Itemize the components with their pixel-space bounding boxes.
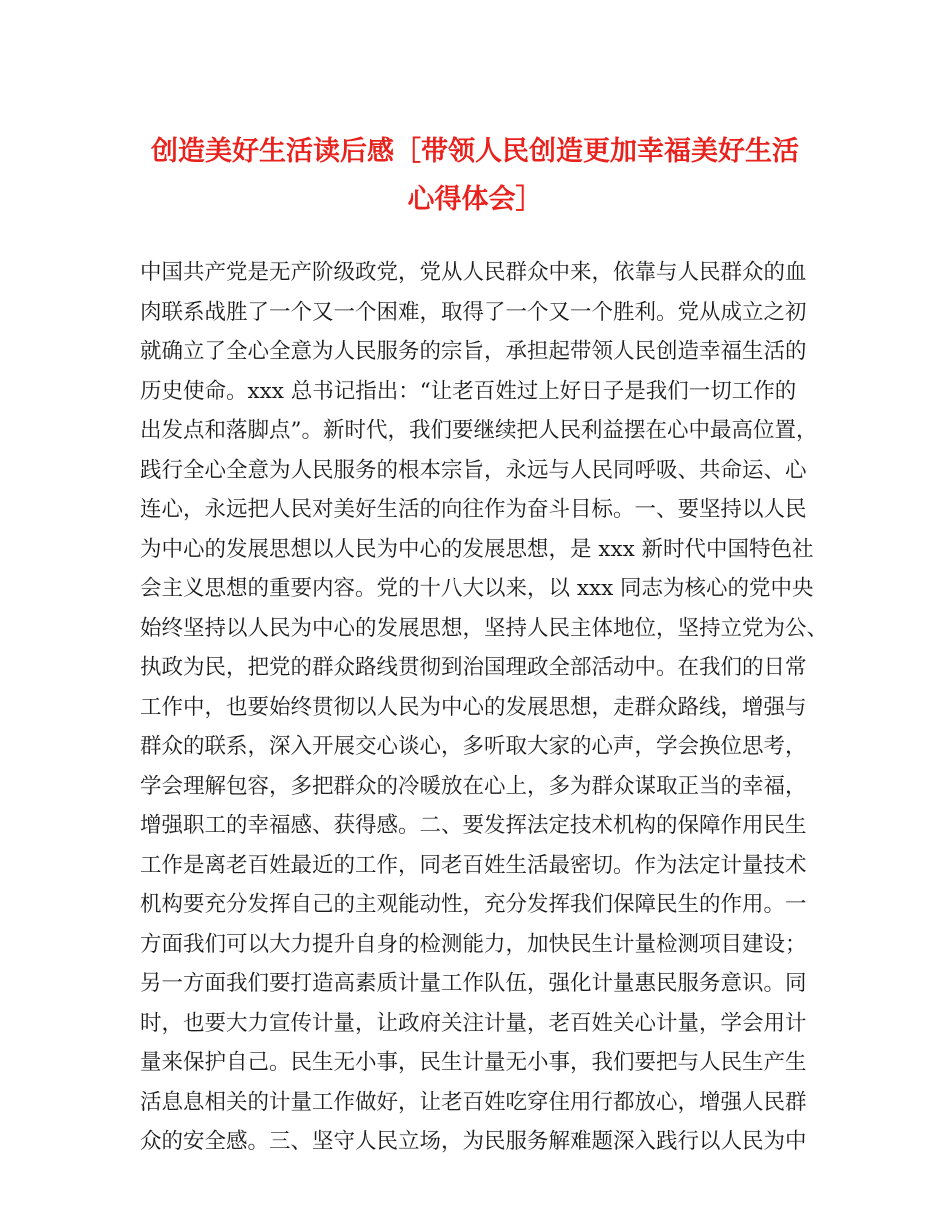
body-line: 工作是离老百姓最近的工作，同老百姓生活最密切。作为法定计量技术 bbox=[140, 852, 807, 878]
body-line: 活息息相关的计量工作做好，让老百姓吃穿住用行都放心，增强人民群 bbox=[140, 1089, 807, 1115]
body-line: 历史使命。xxx 总书记指出：“让老百姓过上好日子是我们一切工作的 bbox=[140, 378, 797, 404]
document-title bbox=[120, 128, 830, 224]
body-paragraph bbox=[140, 253, 830, 1162]
body-line: 时，也要大力宣传计量，让政府关注计量，老百姓关心计量，学会用计 bbox=[140, 1010, 807, 1036]
body-line: 学会理解包容，多把群众的冷暖放在心上，多为群众谋取正当的幸福， bbox=[140, 773, 807, 799]
body-line: 工作中，也要始终贯彻以人民为中心的发展思想，走群众路线，增强与 bbox=[140, 694, 807, 720]
body-line: 始终坚持以人民为中心的发展思想，坚持人民主体地位，坚持立党为公、 bbox=[140, 615, 829, 641]
body-line: 机构要充分发挥自己的主观能动性，充分发挥我们保障民生的作用。一 bbox=[140, 892, 807, 917]
body-line: 执政为民，把党的群众路线贯彻到治国理政全部活动中。在我们的日常 bbox=[140, 655, 807, 680]
body-line: 连心，永远把人民对美好生活的向往作为奋斗目标。一、要坚持以人民 bbox=[140, 497, 807, 522]
title-line-1: 创造美好生活读后感［带领人民创造更加幸福美好生活 bbox=[151, 136, 799, 167]
body-line: 方面我们可以大力提升自身的检测能力，加快民生计量检测项目建设； bbox=[140, 931, 807, 957]
body-line: 中国共产党是无产阶级政党，党从人民群众中来，依靠与人民群众的血 bbox=[140, 260, 807, 285]
body-line: 群众的联系，深入开展交心谈心，多听取大家的心声，学会换位思考， bbox=[140, 734, 807, 759]
body-line: 量来保护自己。民生无小事，民生计量无小事，我们要把与人民生产生 bbox=[140, 1050, 807, 1075]
body-line: 出发点和落脚点”。新时代，我们要继续把人民利益摆在心中最高位置， bbox=[140, 418, 818, 443]
body-line: 增强职工的幸福感、获得感。二、要发挥法定技术机构的保障作用民生 bbox=[140, 813, 807, 838]
body-line: 会主义思想的重要内容。党的十八大以来，以 xxx 同志为核心的党中央 bbox=[140, 576, 814, 601]
body-line: 众的安全感。三、坚守人民立场，为民服务解难题深入践行以人民为中 bbox=[140, 1129, 807, 1154]
body-line: 就确立了全心全意为人民服务的宗旨，承担起带领人民创造幸福生活的 bbox=[140, 339, 807, 364]
body-line: 为中心的发展思想以人民为中心的发展思想，是 xxx 新时代中国特色社 bbox=[140, 536, 814, 562]
body-line: 另一方面我们要打造高素质计量工作队伍，强化计量惠民服务意识。同 bbox=[140, 971, 807, 996]
body-line: 肉联系战胜了一个又一个困难，取得了一个又一个胜利。党从成立之初 bbox=[140, 299, 807, 325]
title-line-2: 心得体会］ bbox=[407, 184, 543, 215]
body-line: 践行全心全意为人民服务的根本宗旨，永远与人民同呼吸、共命运、心 bbox=[140, 457, 807, 483]
